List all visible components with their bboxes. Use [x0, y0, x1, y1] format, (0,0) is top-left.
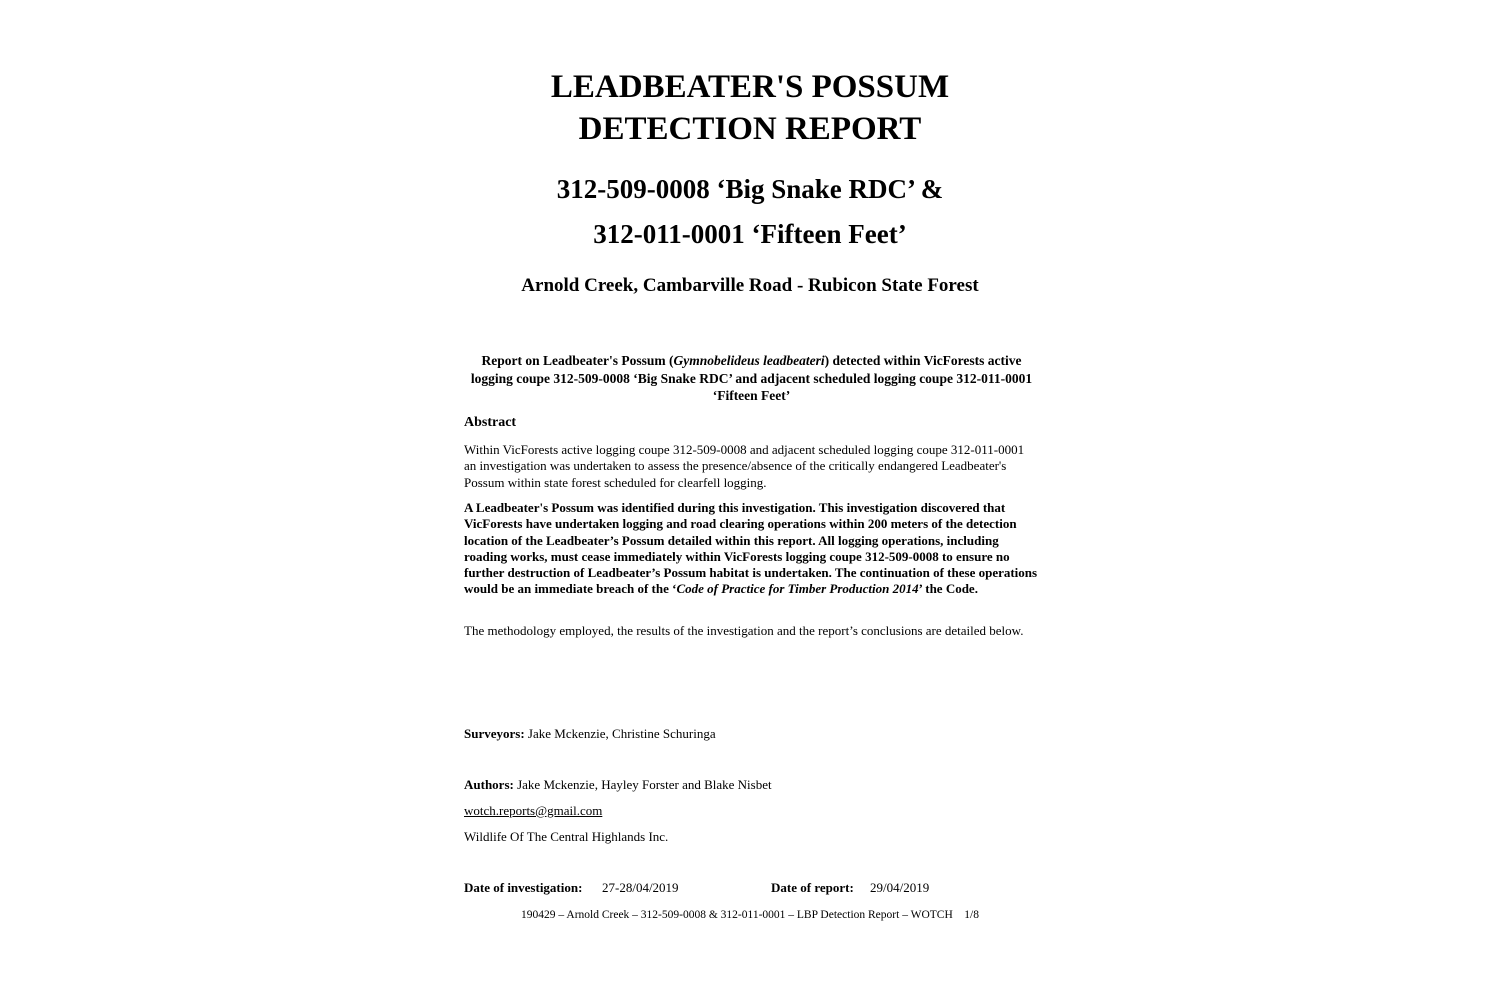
coupe-line-1: 312-509-0008 ‘Big Snake RDC’ & [556, 174, 944, 204]
surveyors-label: Surveyors: [464, 726, 525, 741]
title-line-2: DETECTION REPORT [578, 111, 922, 147]
report-heading-post: ) detected within VicForests active logging coupe 312-509-0008 ‘Big Snake RDC’ and adjacent scheduled logging coupe 312-011-0001 ‘Fifteen Feet’ [470, 353, 1033, 403]
report-heading [464, 352, 1039, 405]
coupe-line-2: 312-011-0001 ‘Fifteen Feet’ [593, 219, 907, 249]
surveyors-line [464, 726, 1039, 742]
abstract-paragraph-2 [464, 500, 1039, 598]
page-footer: 190429 – Arnold Creek – 312-509-0008 & 312-011-0001 – LBP Detection Report – WOTCH 1/8 [521, 909, 979, 921]
abstract-heading: Abstract [464, 415, 517, 430]
title-line-1: LEADBEATER'S POSSUM [550, 69, 950, 105]
authors-label: Authors: [464, 777, 514, 792]
abstract-paragraph-3: The methodology employed, the results of the investigation and the report’s conclusions are detailed below. [464, 623, 1024, 638]
investigation-date-value: 27-28/04/2019 [602, 880, 679, 895]
dates-row [464, 880, 1064, 896]
species-name: Gymnobelideus leadbeateri [673, 353, 825, 368]
email-link[interactable]: wotch.reports@gmail.com [464, 803, 603, 818]
authors-line [464, 777, 1039, 793]
abstract-paragraph-1: Within VicForests active logging coupe 312-509-0008 and adjacent scheduled logging coupe 312-011-0001 an investigation was undertaken to assess the presence/absence of the critically endangered Leadbeater's Possum within state forest scheduled for clearfell logging. [464, 442, 1025, 490]
abstract-p2-pre: A Leadbeater's Possum was identified during this investigation. This investigation discovered that VicForests have undertaken logging and road clearing operations within 200 meters of the detection location of the Leadbeater’s Possum detailed within this report. All logging operations, including roading works, must cease immediately within VicForests logging coupe 312-509-0008 to ensure no further destruction of Leadbeater’s Possum habitat is undertaken. The continuation of these operations would be an immediate breach of the ‘ [464, 500, 1038, 597]
code-title: Code of Practice for Timber Production 2014 [676, 581, 919, 597]
location-subtitle: Arnold Creek, Cambarville Road - Rubicon State Forest [521, 275, 979, 296]
report-date-label: Date of report: [771, 880, 854, 895]
report-heading-pre: Report on Leadbeater's Possum ( [481, 353, 674, 368]
authors-value: Jake Mckenzie, Hayley Forster and Blake Nisbet [513, 777, 772, 792]
report-date-value: 29/04/2019 [870, 880, 930, 895]
investigation-date-label: Date of investigation: [464, 880, 583, 895]
abstract-p2-post: ’ the Code. [918, 581, 978, 597]
organisation-name: Wildlife Of The Central Highlands Inc. [464, 829, 669, 844]
surveyors-value: Jake Mckenzie, Christine Schuringa [524, 726, 716, 741]
